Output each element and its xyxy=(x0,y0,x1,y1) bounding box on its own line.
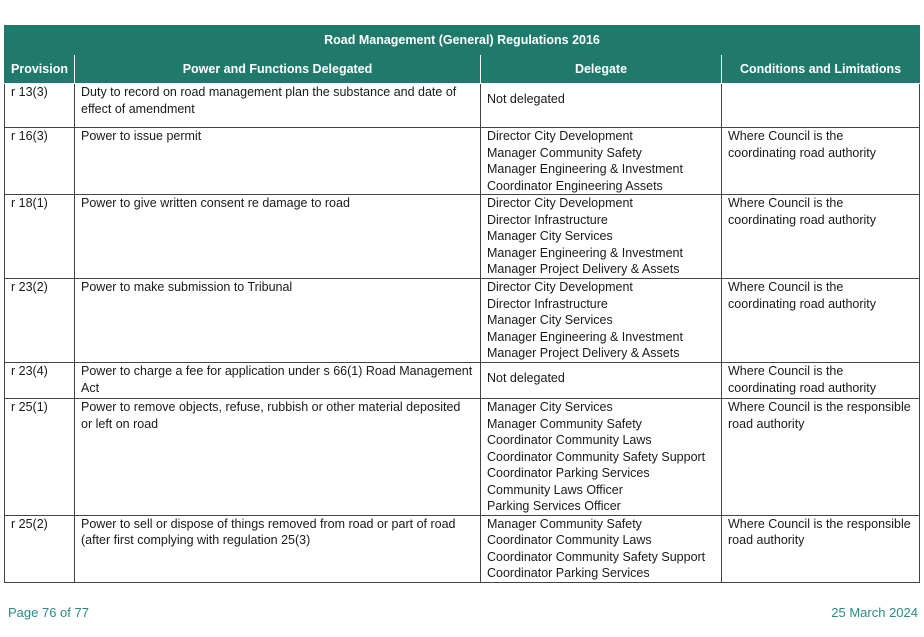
power-cell: Power to charge a fee for application under s 66(1) Road Management Act xyxy=(75,363,481,399)
provision-cell: r 23(4) xyxy=(5,363,75,399)
provision-cell: r 25(1) xyxy=(5,399,75,516)
conditions-cell xyxy=(722,84,920,128)
table-row xyxy=(5,363,920,399)
delegate-item: Manager Project Delivery & Assets xyxy=(487,262,680,276)
table-row xyxy=(5,279,920,363)
power-cell: Duty to record on road management plan the substance and date of effect of amendment xyxy=(75,84,481,128)
delegate-item: Not delegated xyxy=(487,92,565,106)
delegate-item: Manager City Services xyxy=(487,229,613,243)
power-cell: Power to make submission to Tribunal xyxy=(75,279,481,363)
delegate-item: Community Laws Officer xyxy=(487,482,623,497)
delegate-item: Director City Development xyxy=(487,196,633,210)
table-row xyxy=(5,128,920,195)
delegate-item: Coordinator Community Laws xyxy=(487,533,652,547)
conditions-cell: Where Council is the coordinating road authority xyxy=(722,279,920,363)
delegate-cell xyxy=(481,279,722,363)
delegate-item: Coordinator Community Laws xyxy=(487,433,652,447)
table-row xyxy=(5,399,920,516)
delegate-item: Coordinator Engineering Assets xyxy=(487,178,663,193)
delegate-item: Parking Services Officer xyxy=(487,499,621,513)
delegate-item: Director Infrastructure xyxy=(487,212,608,227)
delegate-item: Manager Engineering & Investment xyxy=(487,329,683,344)
delegate-item: Manager Community Safety xyxy=(487,416,642,431)
delegate-cell xyxy=(481,84,722,128)
power-cell: Power to give written consent re damage to road xyxy=(75,195,481,279)
table-row xyxy=(5,195,920,279)
table-row xyxy=(5,84,920,128)
power-cell: Power to remove objects, refuse, rubbish or other material deposited or left on road xyxy=(75,399,481,516)
delegate-item: Director City Development xyxy=(487,129,633,143)
delegate-item: Coordinator Community Safety Support xyxy=(487,449,706,464)
header-power: Power and Functions Delegated xyxy=(75,55,481,84)
delegate-item: Coordinator Parking Services xyxy=(487,566,650,580)
page-number: Page 76 of 77 xyxy=(8,605,89,620)
delegations-table xyxy=(4,25,920,583)
conditions-cell: Where Council is the responsible road authority xyxy=(722,515,920,582)
delegate-item: Coordinator Parking Services xyxy=(487,466,650,480)
power-cell: Power to sell or dispose of things removed from road or part of road (after first complying with regulation 25(3) xyxy=(75,515,481,582)
delegate-cell xyxy=(481,363,722,399)
delegate-cell xyxy=(481,515,722,582)
delegate-cell xyxy=(481,195,722,279)
conditions-cell: Where Council is the coordinating road authority xyxy=(722,128,920,195)
conditions-cell: Where Council is the responsible road authority xyxy=(722,399,920,516)
table-title: Road Management (General) Regulations 2016 xyxy=(5,26,920,55)
provision-cell: r 16(3) xyxy=(5,128,75,195)
delegate-item: Coordinator Community Safety Support xyxy=(487,549,706,564)
provision-cell: r 18(1) xyxy=(5,195,75,279)
delegate-item: Manager Engineering & Investment xyxy=(487,245,683,260)
delegate-cell xyxy=(481,128,722,195)
delegate-item: Manager Engineering & Investment xyxy=(487,162,683,176)
header-conditions: Conditions and Limitations xyxy=(722,55,920,84)
conditions-cell: Where Council is the coordinating road authority xyxy=(722,363,920,399)
delegate-item: Manager Community Safety xyxy=(487,516,642,531)
conditions-cell: Where Council is the coordinating road authority xyxy=(722,195,920,279)
header-provision: Provision xyxy=(5,55,75,84)
delegate-item: Manager Project Delivery & Assets xyxy=(487,346,680,360)
delegate-item: Manager Community Safety xyxy=(487,145,642,160)
provision-cell: r 23(2) xyxy=(5,279,75,363)
delegate-cell xyxy=(481,399,722,516)
header-delegate: Delegate xyxy=(481,55,722,84)
provision-cell: r 25(2) xyxy=(5,515,75,582)
delegate-item: Manager City Services xyxy=(487,400,613,414)
document-date: 25 March 2024 xyxy=(831,605,918,620)
delegate-item: Director Infrastructure xyxy=(487,296,608,311)
delegate-item: Not delegated xyxy=(487,371,565,385)
delegate-item: Manager City Services xyxy=(487,313,613,327)
table-row xyxy=(5,515,920,582)
power-cell: Power to issue permit xyxy=(75,128,481,195)
delegate-item: Director City Development xyxy=(487,280,633,294)
provision-cell: r 13(3) xyxy=(5,84,75,128)
